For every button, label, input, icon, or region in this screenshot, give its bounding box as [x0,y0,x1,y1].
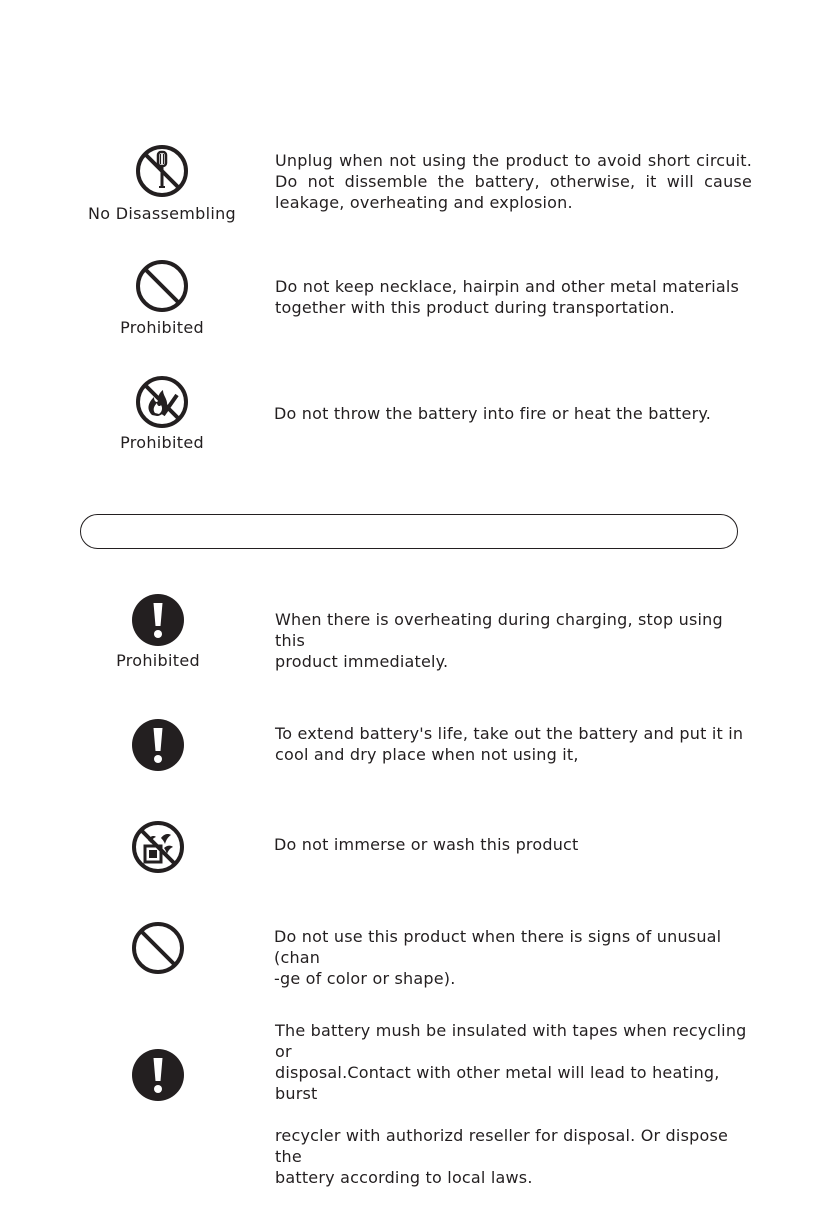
text-line: When there is overheating during charging, stop using this [275,610,723,650]
warning-text [274,403,751,424]
mandatory-exclamation-icon [131,593,185,647]
warning-text [275,150,752,213]
no-disassembling-icon [135,144,189,198]
text-line: The battery mush be insulated with tapes when recycling or [275,1021,747,1061]
text-line: Do not dissemble the battery, otherwise, it will cause [275,172,752,191]
no-fire-icon [135,375,189,429]
prohibited-icon [131,921,185,975]
text-line: leakage, overheating and explosion. [275,193,573,212]
warning-text [275,1020,752,1188]
text-line: Unplug when not using the product to avoid short circuit. [275,151,752,170]
mandatory-exclamation-icon [131,1048,185,1102]
warning-text [275,723,752,765]
icon-caption: Prohibited [120,318,204,337]
warning-text [274,834,751,855]
text-line: battery according to local laws. [275,1168,533,1187]
text-line: disposal.Contact with other metal will lead to heating, burst [275,1063,720,1103]
warning-text [275,609,752,672]
mandatory-exclamation-icon [131,718,185,772]
text-line: -ge of color or shape). [274,969,456,988]
section-header-banner [80,514,738,549]
prohibited-icon [135,259,189,313]
text-line: Do not keep necklace, hairpin and other metal materials [275,277,740,296]
icon-caption: No Disassembling [88,204,236,223]
warning-text [275,276,752,318]
text-line: product immediately. [275,652,449,671]
icon-caption: Prohibited [116,651,200,670]
text-line: Do not immerse or wash this product [274,835,579,854]
text-line: To extend battery's life, take out the battery and put it in [275,724,744,743]
icon-caption: Prohibited [120,433,204,452]
no-immersion-icon [131,820,185,874]
text-line: together with this product during transportation. [275,298,675,317]
text-line: recycler with authorizd reseller for disposal. Or dispose the [275,1126,729,1166]
text-line: Do not use this product when there is signs of unusual (chan [274,927,722,967]
warning-text [274,926,751,989]
text-line: Do not throw the battery into fire or heat the battery. [274,404,712,423]
text-line: cool and dry place when not using it, [275,745,579,764]
